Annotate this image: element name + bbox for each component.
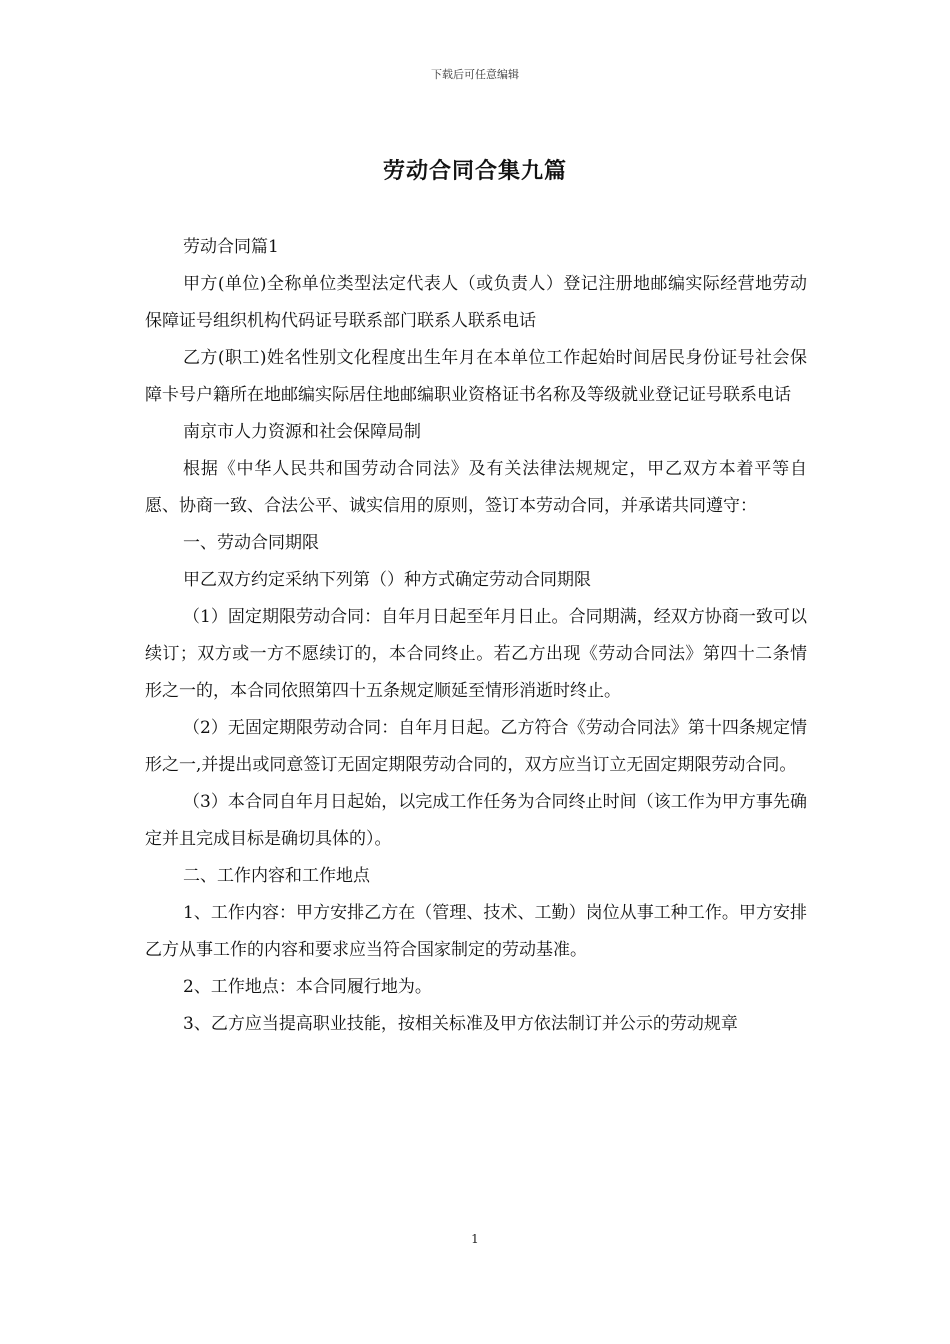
section-heading-work-content: 二、工作内容和工作地点 bbox=[183, 866, 370, 886]
party-a-info-paragraph: 甲方(单位)全称单位类型法定代表人（或负责人）登记注册地邮编实际经营地劳动保障证号组织机构代码证号联系部门联系人联系电话 bbox=[145, 274, 807, 331]
section-heading-contract-term: 一、劳动合同期限 bbox=[183, 533, 319, 553]
skills-paragraph: 3、乙方应当提高职业技能，按相关标准及甲方依法制订并公示的劳动规章 bbox=[183, 1014, 738, 1034]
issuer-paragraph: 南京市人力资源和社会保障局制 bbox=[183, 422, 421, 442]
page-header-note: 下载后可任意编辑 bbox=[431, 68, 519, 81]
page-number: 1 bbox=[471, 1232, 479, 1246]
preamble-paragraph: 根据《中华人民共和国劳动合同法》及有关法律法规规定，甲乙双方本着平等自愿、协商一致、合法公平、诚实信用的原则，签订本劳动合同，并承诺共同遵守： bbox=[145, 459, 807, 516]
document-title: 劳动合同合集九篇 bbox=[382, 158, 567, 184]
document-body bbox=[145, 229, 807, 1043]
term-option-2-paragraph: （2）无固定期限劳动合同：自年月日起。乙方符合《劳动合同法》第十四条规定情形之一,并提出或同意签订无固定期限劳动合同的，双方应当订立无固定期限劳动合同。 bbox=[145, 718, 807, 775]
work-content-paragraph: 1、工作内容：甲方安排乙方在（管理、技术、工勤）岗位从事工种工作。甲方安排乙方从事工作的内容和要求应当符合国家制定的劳动基准。 bbox=[145, 903, 807, 960]
section-heading-contract-1: 劳动合同篇1 bbox=[183, 237, 279, 257]
work-location-paragraph: 2、工作地点：本合同履行地为。 bbox=[183, 977, 432, 997]
term-option-1-paragraph: （1）固定期限劳动合同：自年月日起至年月日止。合同期满，经双方协商一致可以续订；双方或一方不愿续订的，本合同终止。若乙方出现《劳动合同法》第四十二条情形之一的，本合同依照第四十五条规定顺延至情形消逝时终止。 bbox=[145, 607, 807, 701]
term-option-3-paragraph: （3）本合同自年月日起始，以完成工作任务为合同终止时间（该工作为甲方事先确定并且完成目标是确切具体的）。 bbox=[145, 792, 807, 849]
term-choice-paragraph: 甲乙双方约定采纳下列第（）种方式确定劳动合同期限 bbox=[183, 570, 591, 590]
party-b-info-paragraph: 乙方(职工)姓名性别文化程度出生年月在本单位工作起始时间居民身份证号社会保障卡号户籍所在地邮编实际居住地邮编职业资格证书名称及等级就业登记证号联系电话 bbox=[145, 348, 807, 405]
